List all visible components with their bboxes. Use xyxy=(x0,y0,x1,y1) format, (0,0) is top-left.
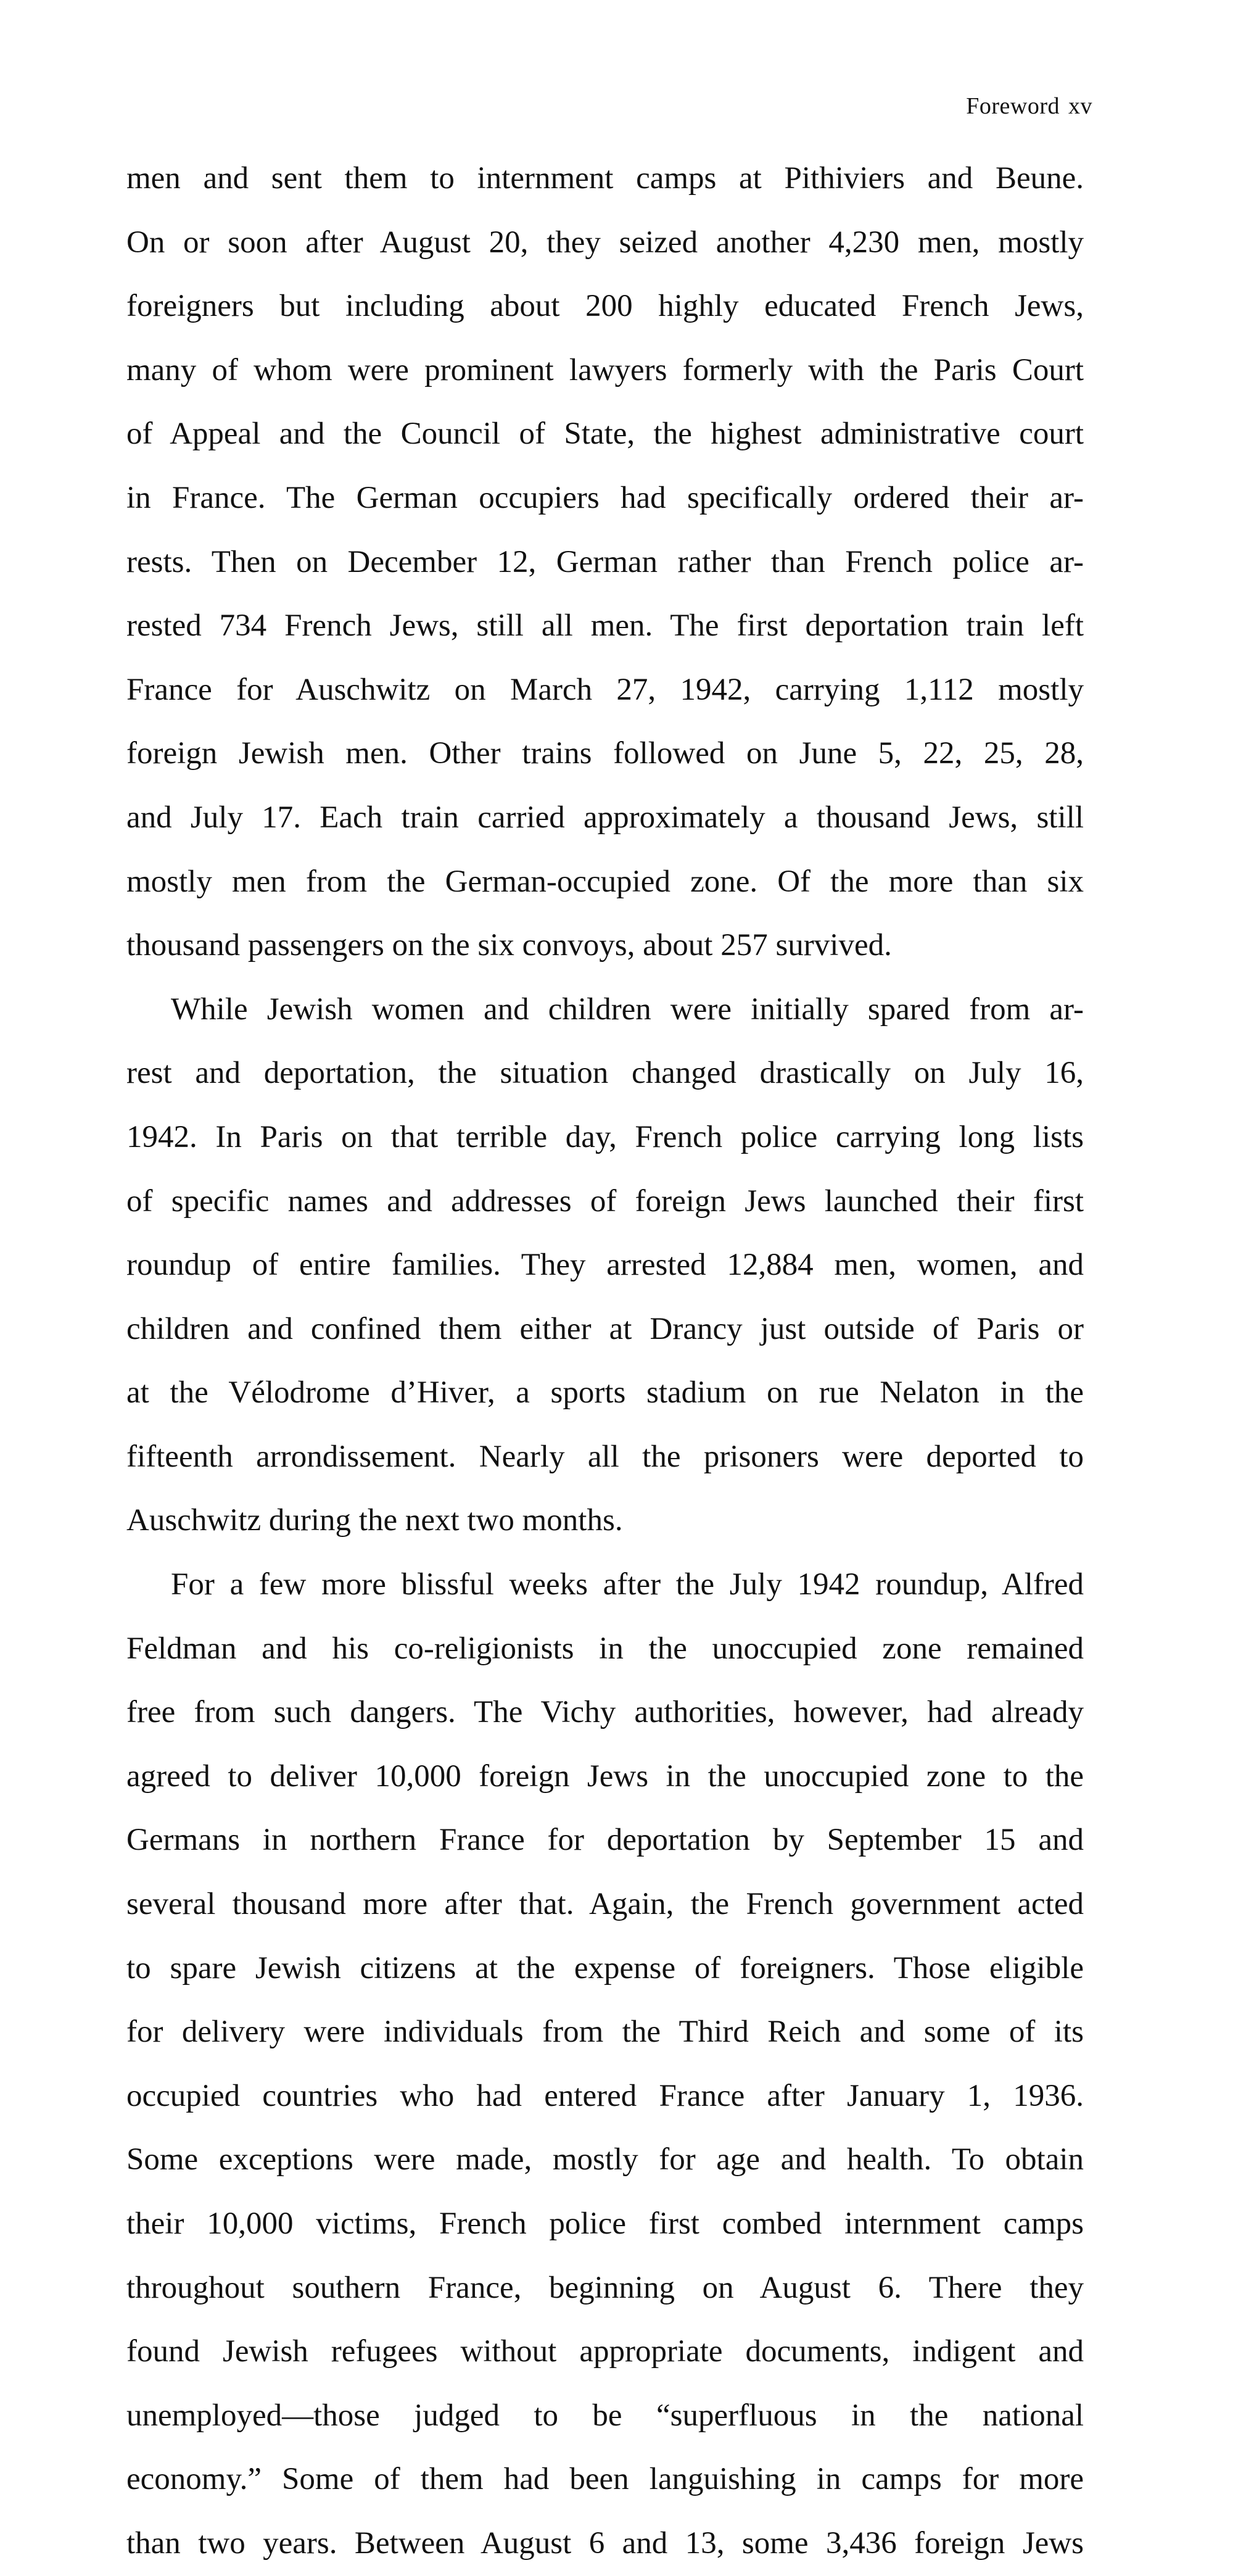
text-line: their 10,000 victims, French police first combed internment camps xyxy=(126,2206,1084,2241)
text-line: Some exceptions were made, mostly for age and health. To obtain xyxy=(126,2142,1084,2177)
text-line: occupied countries who had entered France after January 1, 1936. xyxy=(126,2078,1084,2113)
text-line: to spare Jewish citizens at the expense of foreigners. Those eligible xyxy=(126,1950,1084,1986)
paragraph xyxy=(126,1553,1084,2576)
text-line: men and sent them to internment camps at Pithiviers and Beune. xyxy=(126,161,1084,196)
section-title: Foreword xyxy=(966,93,1060,119)
text-line: several thousand more after that. Again, the French government acted xyxy=(126,1887,1084,1922)
text-line: For a few more blissful weeks after the July 1942 roundup, Alfred xyxy=(171,1567,1084,1602)
text-line: for delivery were individuals from the Third Reich and some of its xyxy=(126,2015,1084,2050)
text-line: 1942. In Paris on that terrible day, French police carrying long lists xyxy=(126,1119,1084,1154)
text-line: free from such dangers. The Vichy authorities, however, had already xyxy=(126,1695,1084,1730)
text-line: France for Auschwitz on March 27, 1942, carrying 1,112 mostly xyxy=(126,672,1084,707)
text-line: found Jewish refugees without appropriate documents, indigent and xyxy=(126,2334,1084,2369)
text-line: many of whom were prominent lawyers formerly with the Paris Court xyxy=(126,352,1084,387)
text-line: foreigners but including about 200 highly educated French Jews, xyxy=(126,289,1084,324)
text-line: rested 734 French Jews, still all men. The first deportation train left xyxy=(126,608,1084,644)
paragraph xyxy=(126,147,1084,978)
text-line: agreed to deliver 10,000 foreign Jews in the unoccupied zone to the xyxy=(126,1758,1084,1794)
text-line: roundup of entire families. They arrested 12,884 men, women, and xyxy=(126,1248,1084,1283)
running-header xyxy=(966,93,1092,120)
text-line: than two years. Between August 6 and 13, some 3,436 foreign Jews xyxy=(126,2525,1084,2561)
text-line: fifteenth arrondissement. Nearly all the prisoners were deported to xyxy=(126,1439,1084,1474)
text-line: of specific names and addresses of foreign Jews launched their first xyxy=(126,1183,1084,1219)
text-line: rest and deportation, the situation changed drastically on July 16, xyxy=(126,1056,1084,1091)
text-line: Auschwitz during the next two months. xyxy=(126,1503,623,1538)
page-number: xv xyxy=(1068,93,1092,119)
text-line: in France. The German occupiers had specifically ordered their ar- xyxy=(126,480,1084,515)
text-line: While Jewish women and children were initially spared from ar- xyxy=(171,992,1084,1027)
text-line: Germans in northern France for deportation by September 15 and xyxy=(126,1823,1084,1858)
text-line: unemployed—those judged to be “superfluous in the national xyxy=(126,2398,1084,2433)
text-line: of Appeal and the Council of State, the highest administrative court xyxy=(126,416,1084,452)
text-line: throughout southern France, beginning on August 6. There they xyxy=(126,2270,1084,2305)
text-line: thousand passengers on the six convoys, about 257 survived. xyxy=(126,928,892,963)
text-line: children and confined them either at Drancy just outside of Paris or xyxy=(126,1311,1084,1346)
paragraph xyxy=(126,978,1084,1553)
text-line: rests. Then on December 12, German rather than French police ar- xyxy=(126,544,1084,579)
text-line: mostly men from the German-occupied zone. Of the more than six xyxy=(126,864,1084,899)
text-line: at the Vélodrome d’Hiver, a sports stadium on rue Nelaton in the xyxy=(126,1375,1084,1410)
text-line: Feldman and his co-religionists in the unoccupied zone remained xyxy=(126,1631,1084,1666)
text-line: and July 17. Each train carried approximately a thousand Jews, still xyxy=(126,800,1084,835)
text-line: foreign Jewish men. Other trains followed on June 5, 22, 25, 28, xyxy=(126,736,1084,771)
text-line: economy.” Some of them had been languishing in camps for more xyxy=(126,2462,1084,2497)
text-line: On or soon after August 20, they seized another 4,230 men, mostly xyxy=(126,225,1084,260)
body-text xyxy=(126,147,1084,2576)
